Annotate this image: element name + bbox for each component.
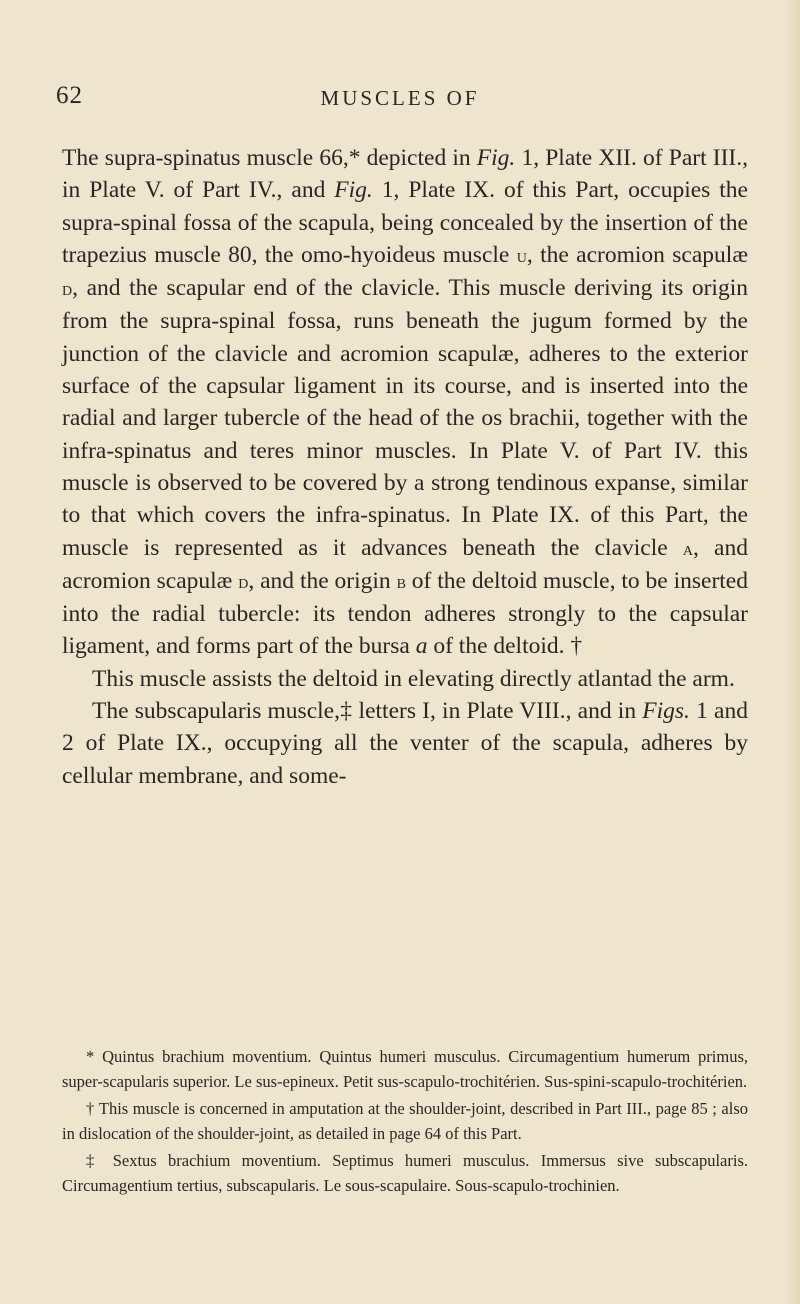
text-run: , and the origin bbox=[248, 567, 397, 594]
text-run: , and acromion scapulæ bbox=[62, 534, 748, 594]
paragraph bbox=[62, 663, 748, 695]
text-run: 1, Plate XII. of Part III., in Plate V. of Part IV., and bbox=[62, 145, 748, 204]
text-run: The supra-spinatus muscle 66,* depicted in bbox=[62, 145, 477, 171]
page-header bbox=[40, 82, 760, 122]
footnotes bbox=[62, 1044, 748, 1200]
figure-letter: d bbox=[62, 278, 73, 301]
page-number: 62 bbox=[56, 82, 83, 109]
figure-letter: a bbox=[682, 537, 693, 560]
paragraph bbox=[62, 142, 748, 663]
footnote: ‡ Sextus brachium moventium. Septimus humeri musculus. Immersus sive subscapularis. Circumagentium tertius, subscapularis. Le sous-scapulaire. Sous-scapulo-trochinien. bbox=[62, 1151, 748, 1195]
footnote: * Quintus brachium moventium. Quintus humeri musculus. Circumagentium humerum primus, super-scapularis superior. Le sus-epineux. Petit sus-scapulo-trochitérien. Sus-spini-scapulo-trochitérien. bbox=[62, 1047, 748, 1091]
paragraph bbox=[62, 695, 748, 792]
italic-text: Fig. bbox=[476, 145, 516, 171]
figure-letter: d bbox=[238, 570, 249, 593]
text-run: of the deltoid. † bbox=[427, 633, 583, 660]
body-text bbox=[62, 142, 748, 792]
text-run: The subscapularis muscle,‡ letters I, in Plate VIII., and in bbox=[92, 698, 643, 725]
figure-letter: u bbox=[516, 244, 527, 267]
italic-text: Figs. bbox=[642, 698, 690, 725]
italic-text: a bbox=[415, 633, 428, 660]
page-edge bbox=[786, 0, 800, 1304]
text-run: 1, Plate IX. of this Part, occupies the supra-spinal fossa of the scapula, being concealed by the insertion of the trapezius muscle 80, the omo-hyoideus muscle bbox=[62, 177, 748, 268]
text-run: , the acromion scapulæ bbox=[526, 241, 748, 268]
figure-letter: b bbox=[396, 570, 406, 593]
footnote: † This muscle is concerned in amputation at the shoulder-joint, described in Part III., page 85 ; also in dislocation of the shoulder-joint, as detailed in page 64 of this Part. bbox=[62, 1099, 748, 1143]
text-run: of the deltoid muscle, to be inserted into the radial tubercle: its tendon adheres strongly to the capsular ligament, and forms part of the bursa bbox=[62, 567, 748, 660]
text-run: This muscle assists the deltoid in elevating directly atlantad the arm. bbox=[92, 665, 735, 692]
text-run: 1 and 2 of Plate IX., occupying all the venter of the scapula, adheres by cellular membrane, and some- bbox=[62, 698, 748, 789]
italic-text: Fig. bbox=[334, 177, 373, 204]
running-head: MUSCLES OF bbox=[320, 86, 480, 110]
text-run: , and the scapular end of the clavicle. This muscle deriving its origin from the supra-spinal fossa, runs beneath the jugum formed by the junction of the clavicle and acromion scapulæ, adheres to the exterior surface of the capsular ligament in its course, and is inserted into the radial and larger tubercle of the head of the os brachii, together with the infra-spinatus and teres minor muscles. In Plate V. of Part IV. this muscle is observed to be covered by a strong tendinous expanse, similar to that which covers the infra-spinatus. In Plate IX. of this Part, the muscle is represented as it advances beneath the clavicle bbox=[62, 275, 748, 561]
